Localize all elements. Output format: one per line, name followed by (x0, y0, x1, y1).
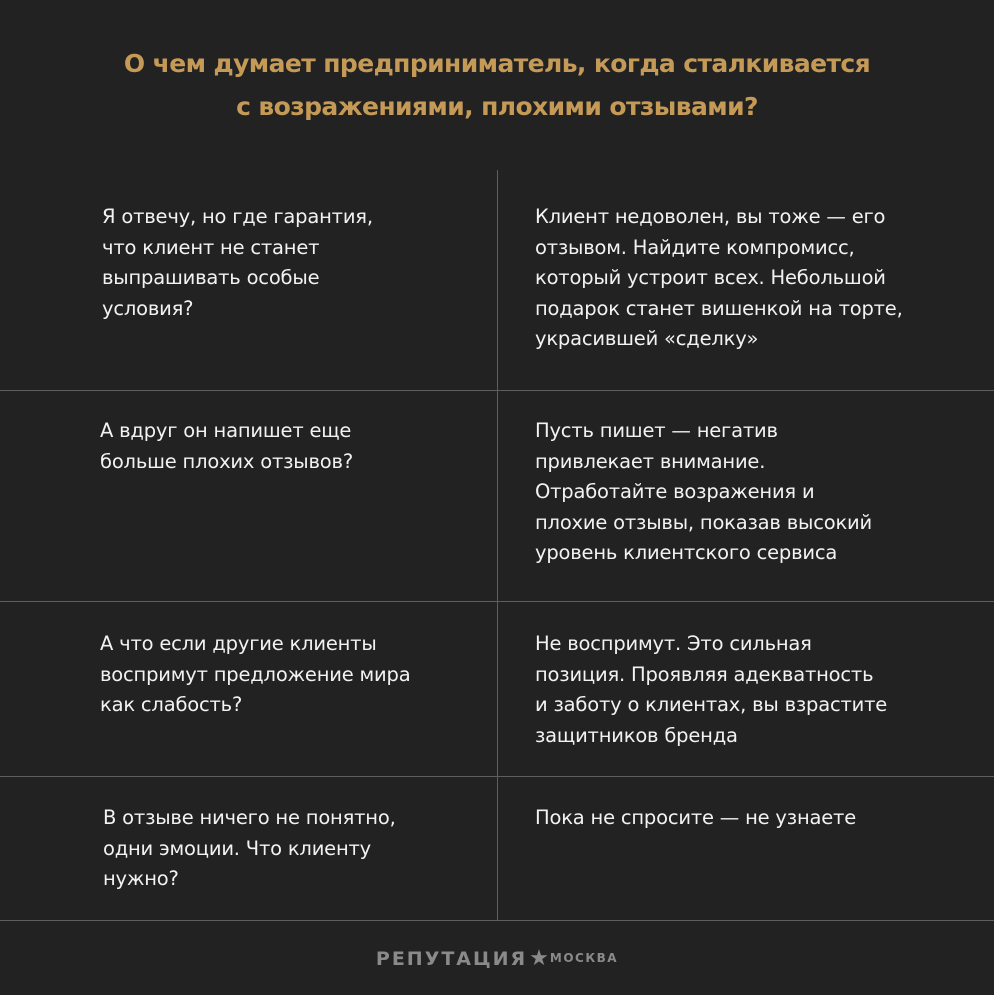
answer-cell-2 (535, 416, 872, 569)
question-line: Я отвечу, но где гарантия, (102, 205, 373, 228)
answer-line: Пусть пишет — негатив (535, 419, 778, 442)
answer-line: привлекает внимание. (535, 449, 766, 473)
answer-line: позиция. Проявляя адекватность (535, 662, 874, 686)
question-line: В отзыве ничего не понятно, (103, 806, 396, 829)
row-divider-4 (0, 920, 994, 921)
question-line: больше плохих отзывов? (100, 449, 353, 473)
question-line: что клиент не станет (102, 235, 320, 259)
question-cell-1 (102, 202, 373, 324)
answer-line: подарок станет вишенкой на торте, (535, 296, 903, 320)
answer-line: защитников бренда (535, 723, 738, 747)
answer-cell-3 (535, 629, 887, 751)
column-divider (497, 170, 498, 920)
answer-line: уровень клиентского сервиса (535, 541, 838, 564)
answer-line: который устроит всех. Небольшой (535, 266, 886, 289)
brand-name: РЕПУТАЦИЯ (375, 948, 528, 970)
row-divider-2 (0, 601, 994, 602)
question-line: как слабость? (100, 693, 243, 716)
footer-logo (0, 945, 994, 973)
answer-line: Не воспримут. Это сильная (535, 632, 812, 655)
answer-cell-4 (535, 803, 856, 834)
question-line: условия? (102, 296, 194, 320)
answer-line: украсившей «сделку» (535, 327, 759, 350)
answer-line: Отработайте возражения и (535, 480, 815, 503)
question-line: выпрашивать особые (102, 266, 320, 289)
brand-city: МОСКВА (549, 951, 619, 965)
answer-line: и заботу о клиентах, вы взрастите (535, 693, 888, 716)
question-line: А вдруг он напишет еще (100, 419, 352, 442)
answer-line: плохие отзывы, показав высокий (535, 510, 872, 534)
answer-line: Пока не спросите — не узнаете (535, 806, 856, 829)
answer-line: отзывом. Найдите компромисс, (535, 235, 855, 259)
answer-line: Клиент недоволен, вы тоже — его (535, 205, 886, 228)
row-divider-3 (0, 776, 994, 777)
question-cell-4 (103, 803, 396, 895)
star-icon: ★ (529, 945, 549, 971)
page-title (0, 42, 994, 128)
question-line: А что если другие клиенты (100, 632, 377, 655)
page-title-line-2: с возражениями, плохими отзывами? (236, 92, 758, 121)
question-cell-3 (100, 629, 410, 721)
question-cell-2 (100, 416, 353, 477)
page-title-line-1: О чем думает предприниматель, когда сталкивается (123, 49, 871, 78)
row-divider-1 (0, 390, 994, 391)
answer-cell-1 (535, 202, 903, 355)
question-line: одни эмоции. Что клиенту (103, 836, 372, 860)
question-line: воспримут предложение мира (100, 662, 411, 686)
question-line: нужно? (103, 867, 179, 890)
